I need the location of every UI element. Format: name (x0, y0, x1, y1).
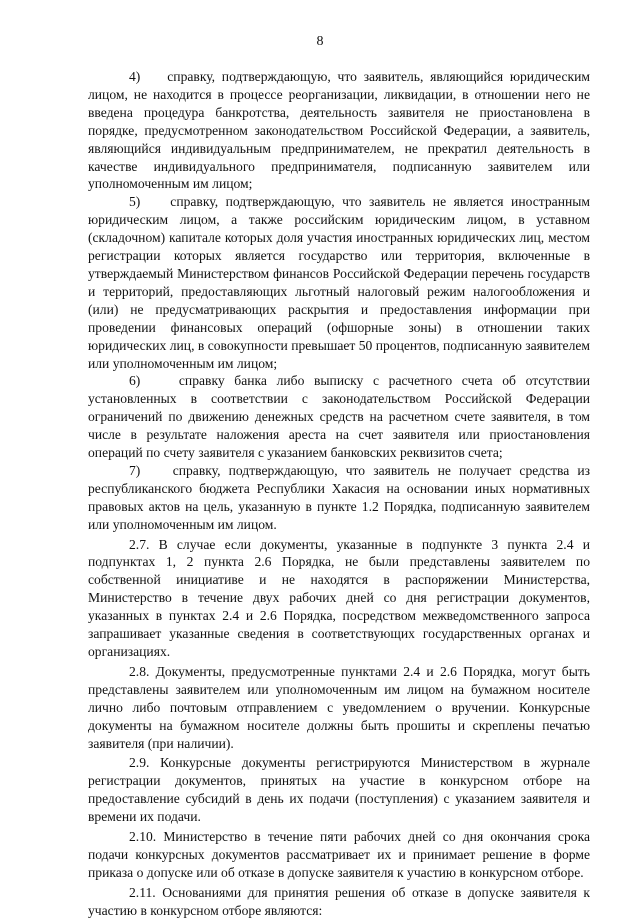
paragraph-2-10: 2.10. Министерство в течение пяти рабочих дней со дня окончания срока подачи конкурсных документов рассматривает их и принимает решение в форме приказа о допуске или об отказе в допуске заявителя к участию в конкурсном отборе. (88, 829, 590, 880)
page-number: 8 (316, 34, 324, 49)
paragraph-2-11: 2.11. Основаниями для принятия решения об отказе в допуске заявителя к участию в конкурсном отборе являются: (88, 884, 590, 918)
paragraph-2-9: 2.9. Конкурсные документы регистрируются Министерством в журнале регистрации документов, принятых на участие в конкурсном отборе на предоставление субсидий в день их подачи (поступления) с указанием заявителя и времени их подачи. (88, 755, 590, 825)
paragraph-item-4: 4) справку, подтверждающую, что заявитель, являющийся юридическим лицом, не находится в процессе реорганизации, ликвидации, в отношении него не введена процедура банкротства, деятельность заявителя не приостановлена в порядке, предусмотренном законодательством Российской Федерации, а заявитель, являющийся индивидуальным предпринимателем, не прекратил деятельность в качестве индивидуального предпринимателя, подписанную заявителем или уполномоченным им лицом; (88, 69, 590, 192)
paragraph-2-8: 2.8. Документы, предусмотренные пунктами 2.4 и 2.6 Порядка, могут быть представлены заявителем или уполномоченным им лицом на бумажном носителе лично либо почтовым отправлением с уведомлением о вручении. Конкурсные документы на бумажном носителе должны быть прошиты и скреплены печатью заявителя (при наличии). (88, 663, 590, 751)
paragraph-item-7: 7) справку, подтверждающую, что заявитель не получает средства из республиканского бюджета Республики Хакасия на основании иных нормативных правовых актов на цель, указанную в пункте 1.2 Порядка, подписанную заявителем или уполномоченным им лицом. (88, 462, 590, 532)
paragraph-2-7: 2.7. В случае если документы, указанные в подпункте 3 пункта 2.4 и подпунктах 1, 2 пункта 2.6 Порядка, не были представлены заявителем по собственной инициативе и не находятся в распоряжении Министерства, Министерство в течение двух рабочих дней со дня регистрации документов, указанных в пунктах 2.4 и 2.6 Порядка, посредством межведомственного запроса запрашивает указанные сведения в соответствующих государственных органах и организациях. (88, 536, 590, 659)
document-body (88, 68, 590, 920)
paragraph-item-5: 5) справку, подтверждающую, что заявитель не является иностранным юридическим лицом, а также российским юридическим лицом, в уставном (складочном) капитале которых доля участия иностранных юридических лиц, местом регистрации которых является государство или территория, включенные в утверждаемый Министерством финансов Российской Федерации перечень государств и территорий, предоставляющих льготный налоговый режим налогообложения и (или) не предусматривающих раскрытия и предоставления информации при проведении финансовых операций (офшорные зоны) в отношении таких юридических лиц, в совокупности превышает 50 процентов, подписанную заявителем или уполномоченным им лицом; (88, 194, 590, 371)
paragraph-item-6: 6) справку банка либо выписку с расчетного счета об отсутствии установленных в соответствии с законодательством Российской Федерации ограничений по движению денежных средств на расчетном счете заявителя, в том числе в результате наложения ареста на счет заявителя или приостановления операций по счету заявителя с указанием банковских реквизитов счета; (88, 373, 590, 461)
